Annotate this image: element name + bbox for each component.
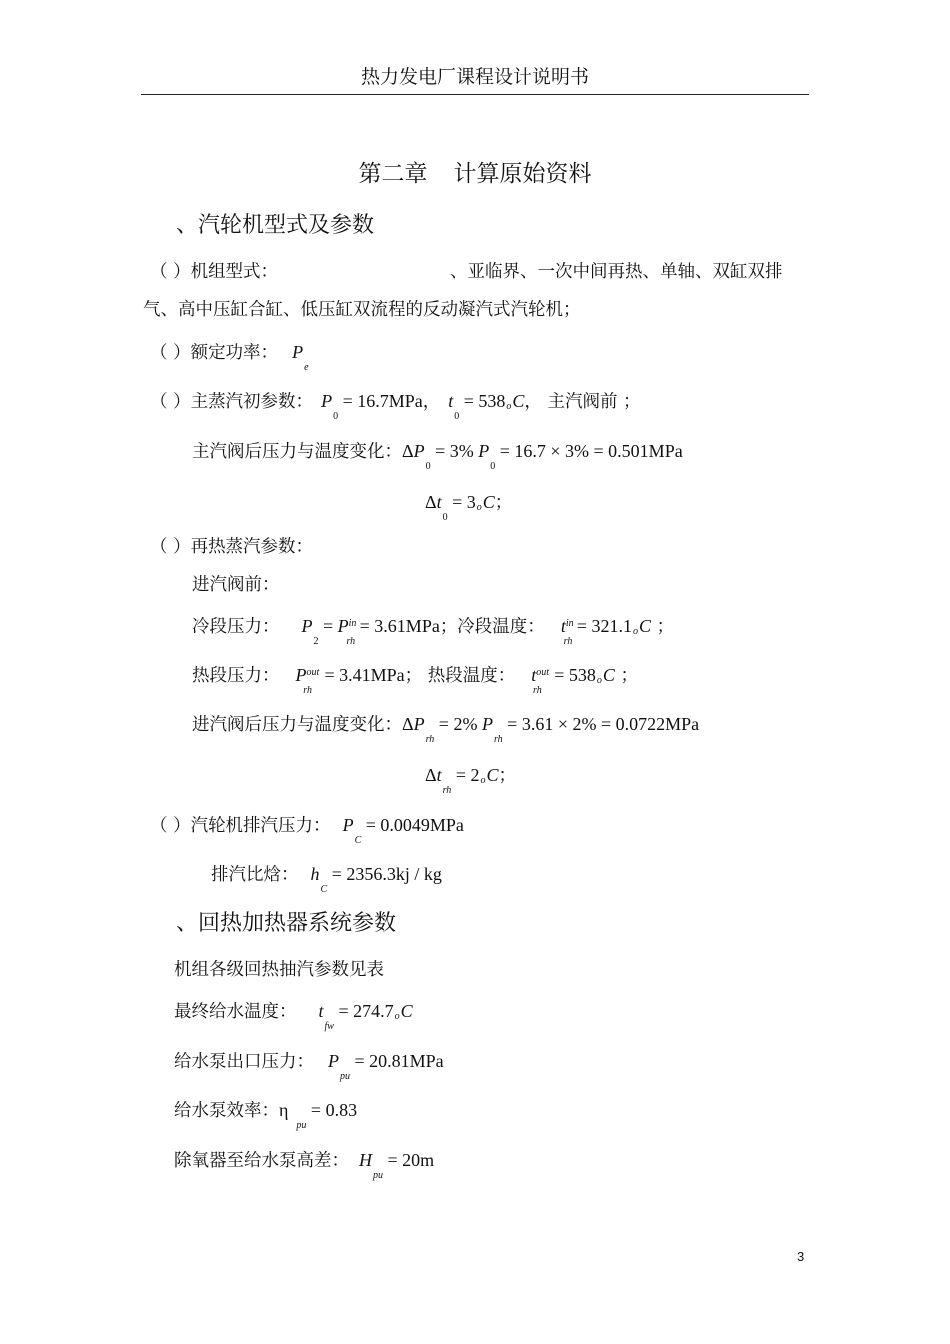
item1-continuation: 气、高中压缸合缸、低压缸双流程的反动凝汽式汽轮机； (143, 300, 581, 320)
page-number: 3 (797, 1249, 805, 1264)
main-steam-formula: P0 = 16.7MPa (321, 391, 423, 422)
reheat-dt-formula: Δtrh = 2oC (425, 765, 499, 796)
main-steam-dt-formula: Δt0 = 3oC (425, 492, 495, 523)
pump-efficiency-formula: ηpu = 0.83 (279, 1100, 358, 1131)
item1-prefix: （ ）机组型式： (150, 262, 279, 282)
feedwater-temp-formula: tfw = 274.7oC (318, 1001, 413, 1032)
item3-line: （ ）主蒸汽初参数： P0 = 16.7MPa， t0 = 538oC， 主汽阀前 ； (150, 391, 641, 422)
section-heading-turbine: 、汽轮机型式及参数 (176, 213, 375, 238)
section-heading-heater: 、回热加热器系统参数 (176, 911, 397, 936)
deaerator-height-line: 除氧器至给水泵高差： Hpu = 20m (174, 1150, 435, 1181)
main-steam-dp-formula: ΔP0 = 3% P0 = 16.7 × 3% = 0.501MPa (402, 441, 683, 472)
page-header: 热力发电厂课程设计说明书 (360, 66, 589, 88)
chapter-heading (0, 155, 950, 188)
reheat-dp-formula: ΔPrh = 2% Prh = 3.61 × 2% = 0.0722MPa (402, 714, 700, 745)
item2-prefix: （ ）额定功率： (150, 343, 279, 363)
item4-prefix: （ ）再热蒸汽参数： (150, 537, 314, 557)
hot-section-line: 热段压力： Poutrh = 3.41MPa； 热段温度： toutrh = 538oC ； (192, 665, 638, 696)
main-steam-change-line: 主汽阀后压力与温度变化：ΔP0 = 3% P0 = 16.7 × 3% = 0.501MPa (192, 441, 683, 472)
chapter-number: 第二章 (358, 161, 428, 187)
pump-pressure-formula: Ppu = 20.81MPa (328, 1051, 444, 1082)
item5-line: （ ）汽轮机排汽压力： PC = 0.0049MPa (150, 815, 464, 846)
cold-section-line: 冷段压力： P2 = Pinrh = 3.61MPa；冷段温度： tinrh = 321.1oC ； (192, 616, 675, 647)
header-rule (141, 94, 809, 95)
reheat-dt-line: Δtrh = 2oC； (425, 765, 516, 796)
deaerator-height-formula: Hpu = 20m (359, 1150, 435, 1181)
item1-tail: 、亚临界、一次中间再热、单轴、双缸双排 (450, 262, 783, 282)
exhaust-enthalpy-formula: hC = 2356.3kj / kg (310, 864, 442, 895)
main-steam-dt-line: Δt0 = 3oC； (425, 492, 513, 523)
cold-temp-formula: tinrh = 321.1oC (560, 616, 651, 647)
main-steam-temp-formula: t0 = 538oC (448, 391, 525, 422)
rated-power-formula: Pe (292, 342, 309, 373)
exhaust-pressure-formula: PC = 0.0049MPa (342, 815, 464, 846)
chapter-title: 计算原始资料 (453, 161, 592, 187)
item3-prefix: （ ）主蒸汽初参数： (150, 392, 314, 412)
hot-pressure-formula: Poutrh = 3.41MPa (295, 665, 405, 696)
hot-temp-formula: toutrh = 538oC (531, 665, 615, 696)
feedwater-temp-line: 最终给水温度： tfw = 274.7oC (174, 1001, 413, 1032)
reheat-change-line: 进汽阀后压力与温度变化：ΔPrh = 2% Prh = 3.61 × 2% = 0.0722MPa (192, 714, 700, 745)
pump-efficiency-line: 给水泵效率：ηpu = 0.83 (174, 1100, 358, 1131)
heater-intro: 机组各级回热抽汽参数见表 (174, 960, 384, 980)
exhaust-enthalpy-line: 排汽比焓： hC = 2356.3kj / kg (211, 864, 442, 895)
reheat-before-label: 进汽阀前： (192, 575, 280, 595)
cold-pressure-formula: P2 = Pinrh = 3.61MPa (301, 616, 440, 647)
item2-line (150, 339, 309, 373)
pump-pressure-line: 给水泵出口压力： Ppu = 20.81MPa (174, 1051, 444, 1082)
